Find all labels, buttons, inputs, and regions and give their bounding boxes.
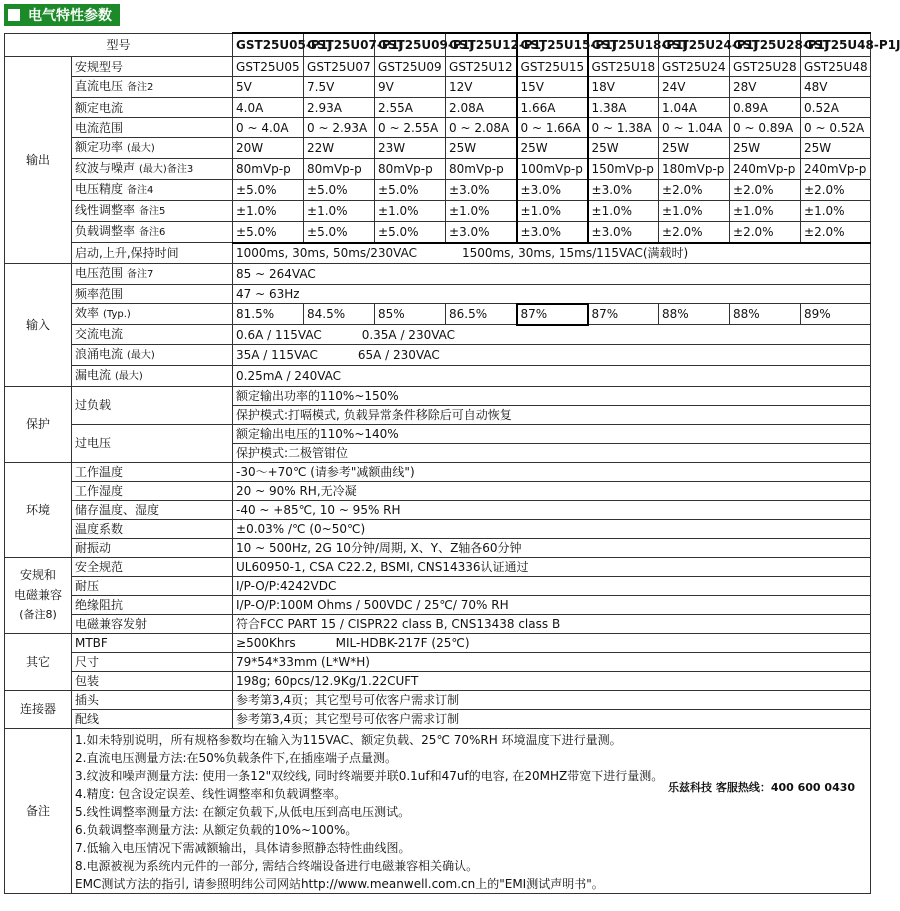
row-note: (最大)备注3 — [139, 164, 194, 175]
value-cell: 保护模式:打嗝模式, 负载异常条件移除后可自动恢复 — [233, 405, 871, 424]
note-line: EMC测试方法的指引, 请参照明纬公司网站http://www.meanwell.com.cn上的"EMI测试声明书"。 — [75, 876, 604, 891]
value-cell: ±5.0% — [304, 180, 375, 201]
row-label: 额定电流 — [75, 100, 124, 115]
table-row — [5, 424, 871, 443]
spec-table — [4, 32, 900, 894]
row-label-cell — [72, 365, 233, 386]
table-row — [5, 325, 871, 345]
table-row — [5, 263, 871, 284]
row-label: 包装 — [75, 673, 100, 688]
value-cell: 参考第3,4页；其它型号可依客户需求订制 — [233, 709, 871, 728]
value-cell: 85 ~ 264VAC — [233, 263, 871, 284]
value-cell: ±5.0% — [375, 180, 446, 201]
row-label: 耐振动 — [75, 540, 112, 555]
value-cell: 28V — [730, 77, 801, 98]
row-label: 电压精度 — [75, 182, 124, 196]
group-connector: 连接器 — [19, 702, 56, 716]
model-name: GST25U48-P1J — [801, 33, 871, 57]
row-label: 安规型号 — [75, 59, 124, 74]
row-label: 电压范围 — [75, 265, 124, 280]
value-cell: GST25U12 — [446, 57, 517, 77]
table-row — [5, 728, 871, 893]
row-label-cell — [72, 138, 233, 159]
value-cell: ±3.0% — [517, 180, 588, 201]
table-row — [5, 365, 871, 386]
mtbf-standard: MIL-HDBK-217F (25℃) — [335, 635, 470, 650]
value-cell: 88% — [730, 304, 801, 325]
value-cell: ±5.0% — [375, 222, 446, 243]
value-cell: 20 ~ 90% RH,无冷凝 — [233, 481, 871, 500]
value-cell: 1.38A — [588, 98, 659, 118]
mtbf-value: ≥500Khrs — [236, 635, 296, 650]
value-cell: ±1.0% — [233, 201, 304, 222]
group-cell — [5, 557, 72, 633]
group-notes: 备注 — [25, 803, 50, 818]
row-label-cell — [72, 344, 233, 365]
group-cell — [5, 728, 72, 893]
value-cell: -30～+70℃ (请参考"减额曲线") — [233, 462, 871, 481]
group-protection: 保护 — [25, 417, 50, 431]
value-cell: 20W — [233, 138, 304, 159]
value-cell: 9V — [375, 77, 446, 98]
value-cell: 1.04A — [659, 98, 730, 118]
value-cell: 0 ~ 4.0A — [233, 118, 304, 138]
group-cell — [5, 57, 72, 264]
value-cell: ±2.0% — [659, 180, 730, 201]
row-label-cell — [72, 222, 233, 243]
row-label: 耐压 — [75, 578, 100, 593]
row-label: 配线 — [75, 711, 100, 726]
value-cell: 10 ~ 500Hz, 2G 10分钟/周期, X、Y、Z轴各60分钟 — [233, 538, 871, 557]
value-cell: GST25U05 — [233, 57, 304, 77]
value-cell: GST25U07 — [304, 57, 375, 77]
table-row — [5, 138, 871, 159]
value-cell — [233, 325, 871, 345]
group-environment: 环境 — [25, 502, 50, 517]
table-row — [5, 180, 871, 201]
value-cell: ±3.0% — [446, 222, 517, 243]
value-cell: 额定输出功率的110%~150% — [233, 386, 871, 405]
notes-cell — [72, 728, 871, 893]
row-label-cell — [72, 557, 233, 576]
value-cell: 87% — [517, 304, 588, 325]
model-header — [5, 33, 233, 57]
value-cell: ±1.0% — [730, 201, 801, 222]
table-row — [5, 77, 871, 98]
value-cell: 0 ~ 0.89A — [730, 118, 801, 138]
group-safety: 安规和 — [19, 568, 56, 582]
ac-value: 0.35A / 230VAC — [361, 327, 456, 342]
value-cell: 0.25mA / 240VAC — [233, 365, 871, 386]
table-row — [5, 344, 871, 365]
value-cell: ±2.0% — [801, 222, 871, 243]
value-cell: GST25U18 — [588, 57, 659, 77]
value-cell: ±3.0% — [588, 222, 659, 243]
value-cell: GST25U09 — [375, 57, 446, 77]
row-note: 备注4 — [127, 185, 154, 196]
value-cell: 额定输出电压的110%~140% — [233, 424, 871, 443]
row-label: 插头 — [75, 692, 100, 707]
row-label-cell — [72, 538, 233, 557]
value-cell: GST25U24 — [659, 57, 730, 77]
row-label: 电流范围 — [75, 120, 124, 135]
value-cell: 80mVp-p — [446, 159, 517, 180]
value-cell: 0 ~ 1.66A — [517, 118, 588, 138]
table-row — [5, 595, 871, 614]
model-label: 型号 — [106, 37, 131, 52]
value-cell: ±5.0% — [304, 222, 375, 243]
value-cell — [233, 243, 871, 264]
row-label: 启动,上升,保持时间 — [75, 245, 179, 260]
value-cell: 25W — [588, 138, 659, 159]
square-icon — [8, 9, 20, 21]
group-input: 输入 — [25, 317, 50, 332]
value-cell: 15V — [517, 77, 588, 98]
value-cell: ±5.0% — [233, 222, 304, 243]
row-label: 尺寸 — [75, 654, 100, 669]
value-cell: -40 ~ +85℃, 10 ~ 95% RH — [233, 500, 871, 519]
row-label-cell — [72, 304, 233, 325]
group-cell — [5, 633, 72, 690]
value-cell: 2.93A — [304, 98, 375, 118]
group-emc: 电磁兼容 — [13, 588, 62, 602]
spec-table-body — [5, 33, 900, 893]
model-name: GST25U28-P1J — [730, 33, 801, 57]
value-cell: ±3.0% — [517, 222, 588, 243]
table-row — [5, 222, 871, 243]
group-output: 输出 — [25, 152, 50, 167]
value-cell: 79*54*33mm (L*W*H) — [233, 652, 871, 671]
value-cell: 100mVp-p — [517, 159, 588, 180]
value-cell: 25W — [659, 138, 730, 159]
section-title: 电气特性参数 — [28, 8, 112, 24]
row-label-cell — [72, 424, 233, 462]
row-note: 备注2 — [127, 82, 154, 93]
note-line: 3.纹波和噪声测量方法: 使用一条12"双绞线, 同时终端要并联0.1uf和47uf的电容, 在20MHZ带宽下进行量测。 — [75, 768, 664, 783]
table-row — [5, 519, 871, 538]
table-row — [5, 690, 871, 709]
model-name: GST25U15-P1J — [517, 33, 588, 57]
value-cell: I/P-O/P:100M Ohms / 500VDC / 25℃/ 70% RH — [233, 595, 871, 614]
value-cell: 80mVp-p — [233, 159, 304, 180]
row-label-cell — [72, 57, 233, 77]
row-label: MTBF — [75, 635, 108, 650]
value-cell: 0 ~ 2.93A — [304, 118, 375, 138]
model-name: GST25U07-P1J — [304, 33, 375, 57]
row-label-cell — [72, 462, 233, 481]
section-header — [4, 4, 120, 26]
value-cell: 80mVp-p — [304, 159, 375, 180]
value-cell: 0 ~ 0.52A — [801, 118, 871, 138]
row-label: 过电压 — [75, 436, 112, 450]
row-label-cell — [72, 576, 233, 595]
value-cell: ±1.0% — [517, 201, 588, 222]
row-label: 漏电流 — [75, 367, 112, 382]
value-cell: ±0.03% /℃ (0~50℃) — [233, 519, 871, 538]
row-note: 备注6 — [139, 227, 166, 238]
value-cell: 4.0A — [233, 98, 304, 118]
row-note: (最大) — [115, 370, 143, 382]
table-row — [5, 57, 871, 77]
table-row — [5, 652, 871, 671]
value-cell: ±1.0% — [304, 201, 375, 222]
row-label-cell — [72, 180, 233, 201]
value-cell: 240mVp-p — [801, 159, 871, 180]
value-cell — [233, 344, 871, 365]
note-line: 4.精度: 包含设定误差、线性调整率和负载调整率。 — [75, 786, 347, 801]
table-row — [5, 33, 871, 57]
row-label-cell — [72, 500, 233, 519]
row-label-cell — [72, 118, 233, 138]
row-label-cell — [72, 386, 233, 424]
value-cell: ±1.0% — [588, 201, 659, 222]
table-row — [5, 481, 871, 500]
value-cell: 48V — [801, 77, 871, 98]
row-note: (最大) — [127, 143, 155, 154]
value-cell: 150mVp-p — [588, 159, 659, 180]
row-label-cell — [72, 284, 233, 304]
value-cell: 0 ~ 2.08A — [446, 118, 517, 138]
startup-value: 1500ms, 30ms, 15ms/115VAC(满载时) — [461, 246, 689, 260]
row-label-cell — [72, 159, 233, 180]
value-cell: 7.5V — [304, 77, 375, 98]
value-cell: 88% — [659, 304, 730, 325]
note-line: 8.电源被视为系统内元件的一部分, 需结合终端设备进行电磁兼容相关确认。 — [75, 858, 479, 873]
table-row — [5, 98, 871, 118]
value-cell: ±5.0% — [233, 180, 304, 201]
row-label-cell — [72, 77, 233, 98]
value-cell: 25W — [801, 138, 871, 159]
value-cell: ±1.0% — [659, 201, 730, 222]
value-cell: 23W — [375, 138, 446, 159]
value-cell: 25W — [730, 138, 801, 159]
value-cell: 24V — [659, 77, 730, 98]
row-label: 工作湿度 — [75, 483, 124, 498]
row-label-cell — [72, 633, 233, 652]
value-cell: 87% — [588, 304, 659, 325]
table-row — [5, 709, 871, 728]
row-label-cell — [72, 671, 233, 690]
row-label: 浪涌电流 — [75, 346, 124, 361]
model-name: GST25U09-P1J — [375, 33, 446, 57]
model-name: GST25U18-P1J — [588, 33, 659, 57]
value-cell: 2.08A — [446, 98, 517, 118]
table-row — [5, 386, 871, 405]
note-line: 1.如未特别说明，所有规格参数均在输入为115VAC、额定负载、25℃ 70%RH 环境温度下进行量测。 — [75, 732, 622, 747]
value-cell: ±1.0% — [375, 201, 446, 222]
inrush-value: 65A / 230VAC — [357, 347, 440, 362]
value-cell: 25W — [446, 138, 517, 159]
group-cell — [5, 462, 72, 557]
row-label: 纹波与噪声 — [75, 161, 136, 175]
inrush-value: 35A / 115VAC — [236, 347, 318, 362]
row-label-cell — [72, 263, 233, 284]
value-cell: GST25U48 — [801, 57, 871, 77]
value-cell: I/P-O/P:4242VDC — [233, 576, 871, 595]
value-cell: 0.52A — [801, 98, 871, 118]
value-cell: GST25U15 — [517, 57, 588, 77]
row-label: 安全规范 — [75, 559, 124, 574]
value-cell: 0 ~ 2.55A — [375, 118, 446, 138]
value-cell: 5V — [233, 77, 304, 98]
value-cell: 18V — [588, 77, 659, 98]
value-cell: 1.66A — [517, 98, 588, 118]
value-cell: 0 ~ 1.04A — [659, 118, 730, 138]
value-cell: 0 ~ 1.38A — [588, 118, 659, 138]
note-line: 6.负载调整率测量方法: 从额定负载的10%~100%。 — [75, 822, 358, 837]
table-row — [5, 284, 871, 304]
table-row — [5, 159, 871, 180]
row-note: (Typ.) — [103, 309, 131, 320]
table-row — [5, 671, 871, 690]
table-row — [5, 557, 871, 576]
value-cell: 2.55A — [375, 98, 446, 118]
value-cell: 0.89A — [730, 98, 801, 118]
row-label-cell — [72, 709, 233, 728]
table-row — [5, 500, 871, 519]
value-cell: 80mVp-p — [375, 159, 446, 180]
group-other: 其它 — [25, 654, 50, 669]
table-row — [5, 538, 871, 557]
table-row — [5, 243, 871, 264]
value-cell: ±1.0% — [446, 201, 517, 222]
row-label-cell — [72, 201, 233, 222]
row-label-cell — [72, 614, 233, 633]
model-name: GST25U24-P1J — [659, 33, 730, 57]
value-cell: 25W — [517, 138, 588, 159]
ac-value: 0.6A / 115VAC — [236, 327, 322, 342]
row-label: 直流电压 — [75, 79, 124, 93]
table-row — [5, 118, 871, 138]
group-cell — [5, 690, 72, 728]
row-label: 绝缘阻抗 — [75, 597, 124, 612]
value-cell: 86.5% — [446, 304, 517, 325]
value-cell: ±2.0% — [659, 222, 730, 243]
row-label-cell — [72, 98, 233, 118]
value-cell: ±2.0% — [730, 222, 801, 243]
value-cell: 240mVp-p — [730, 159, 801, 180]
value-cell: GST25U28 — [730, 57, 801, 77]
row-label-cell — [72, 519, 233, 538]
hotline: 乐兹科技 客服热线：400 600 0430 — [668, 781, 856, 794]
row-note: 备注5 — [139, 206, 166, 217]
startup-value: 1000ms, 30ms, 50ms/230VAC — [236, 246, 417, 260]
row-label: 频率范围 — [75, 286, 124, 301]
row-label: 过负载 — [75, 398, 112, 412]
row-label-cell — [72, 595, 233, 614]
model-name: GST25U05-P1J — [233, 33, 304, 57]
value-cell: ±2.0% — [730, 180, 801, 201]
row-label-cell — [72, 690, 233, 709]
value-cell: ±3.0% — [446, 180, 517, 201]
row-label: 储存温度、湿度 — [75, 502, 160, 517]
row-label: 温度系数 — [75, 521, 124, 536]
row-label-cell — [72, 652, 233, 671]
row-label: 线性调整率 — [75, 203, 136, 217]
row-label: 交流电流 — [75, 327, 124, 342]
value-cell: 85% — [375, 304, 446, 325]
value-cell: 180mVp-p — [659, 159, 730, 180]
value-cell: 保护模式:二极管钳位 — [233, 443, 871, 462]
value-cell: 47 ~ 63Hz — [233, 284, 871, 304]
note-line: 5.线性调整率测量方法: 在额定负载下,从低电压到高电压测试。 — [75, 804, 411, 819]
row-note: 备注7 — [127, 268, 154, 280]
row-note: (最大) — [127, 349, 155, 361]
value-cell: ±3.0% — [588, 180, 659, 201]
row-label: 电磁兼容发射 — [75, 616, 148, 631]
value-cell: 参考第3,4页；其它型号可依客户需求订制 — [233, 690, 871, 709]
table-row — [5, 576, 871, 595]
table-row — [5, 462, 871, 481]
value-cell: 89% — [801, 304, 871, 325]
group-cell — [5, 386, 72, 462]
table-row — [5, 614, 871, 633]
note-line: 7.低输入电压情况下需减额输出，具体请参照静态特性曲线图。 — [75, 840, 411, 855]
row-label-cell — [72, 325, 233, 345]
note-line: 2.直流电压测量方法:在50%负载条件下,在插座端子点量测。 — [75, 750, 397, 765]
value-cell: 符合FCC PART 15 / CISPR22 class B, CNS13438 class B — [233, 614, 871, 633]
table-row — [5, 633, 871, 652]
value-cell: 12V — [446, 77, 517, 98]
row-label-cell — [72, 481, 233, 500]
model-name: GST25U12-P1J — [446, 33, 517, 57]
row-label: 额定功率 — [75, 140, 124, 154]
group-cell — [5, 263, 72, 386]
value-cell: ±2.0% — [801, 180, 871, 201]
row-label: 工作温度 — [75, 464, 124, 479]
row-label: 效率 — [75, 306, 100, 320]
row-label-cell — [72, 243, 233, 264]
value-cell: 81.5% — [233, 304, 304, 325]
value-cell: ±1.0% — [801, 201, 871, 222]
value-cell: UL60950-1, CSA C22.2, BSMI, CNS14336认证通过 — [233, 557, 871, 576]
table-row — [5, 201, 871, 222]
value-cell: 198g; 60pcs/12.9Kg/1.22CUFT — [233, 671, 871, 690]
value-cell: 84.5% — [304, 304, 375, 325]
value-cell: 22W — [304, 138, 375, 159]
row-label: 负载调整率 — [75, 224, 136, 238]
group-note: (备注8) — [19, 608, 57, 621]
table-row — [5, 304, 871, 325]
value-cell — [233, 633, 871, 652]
